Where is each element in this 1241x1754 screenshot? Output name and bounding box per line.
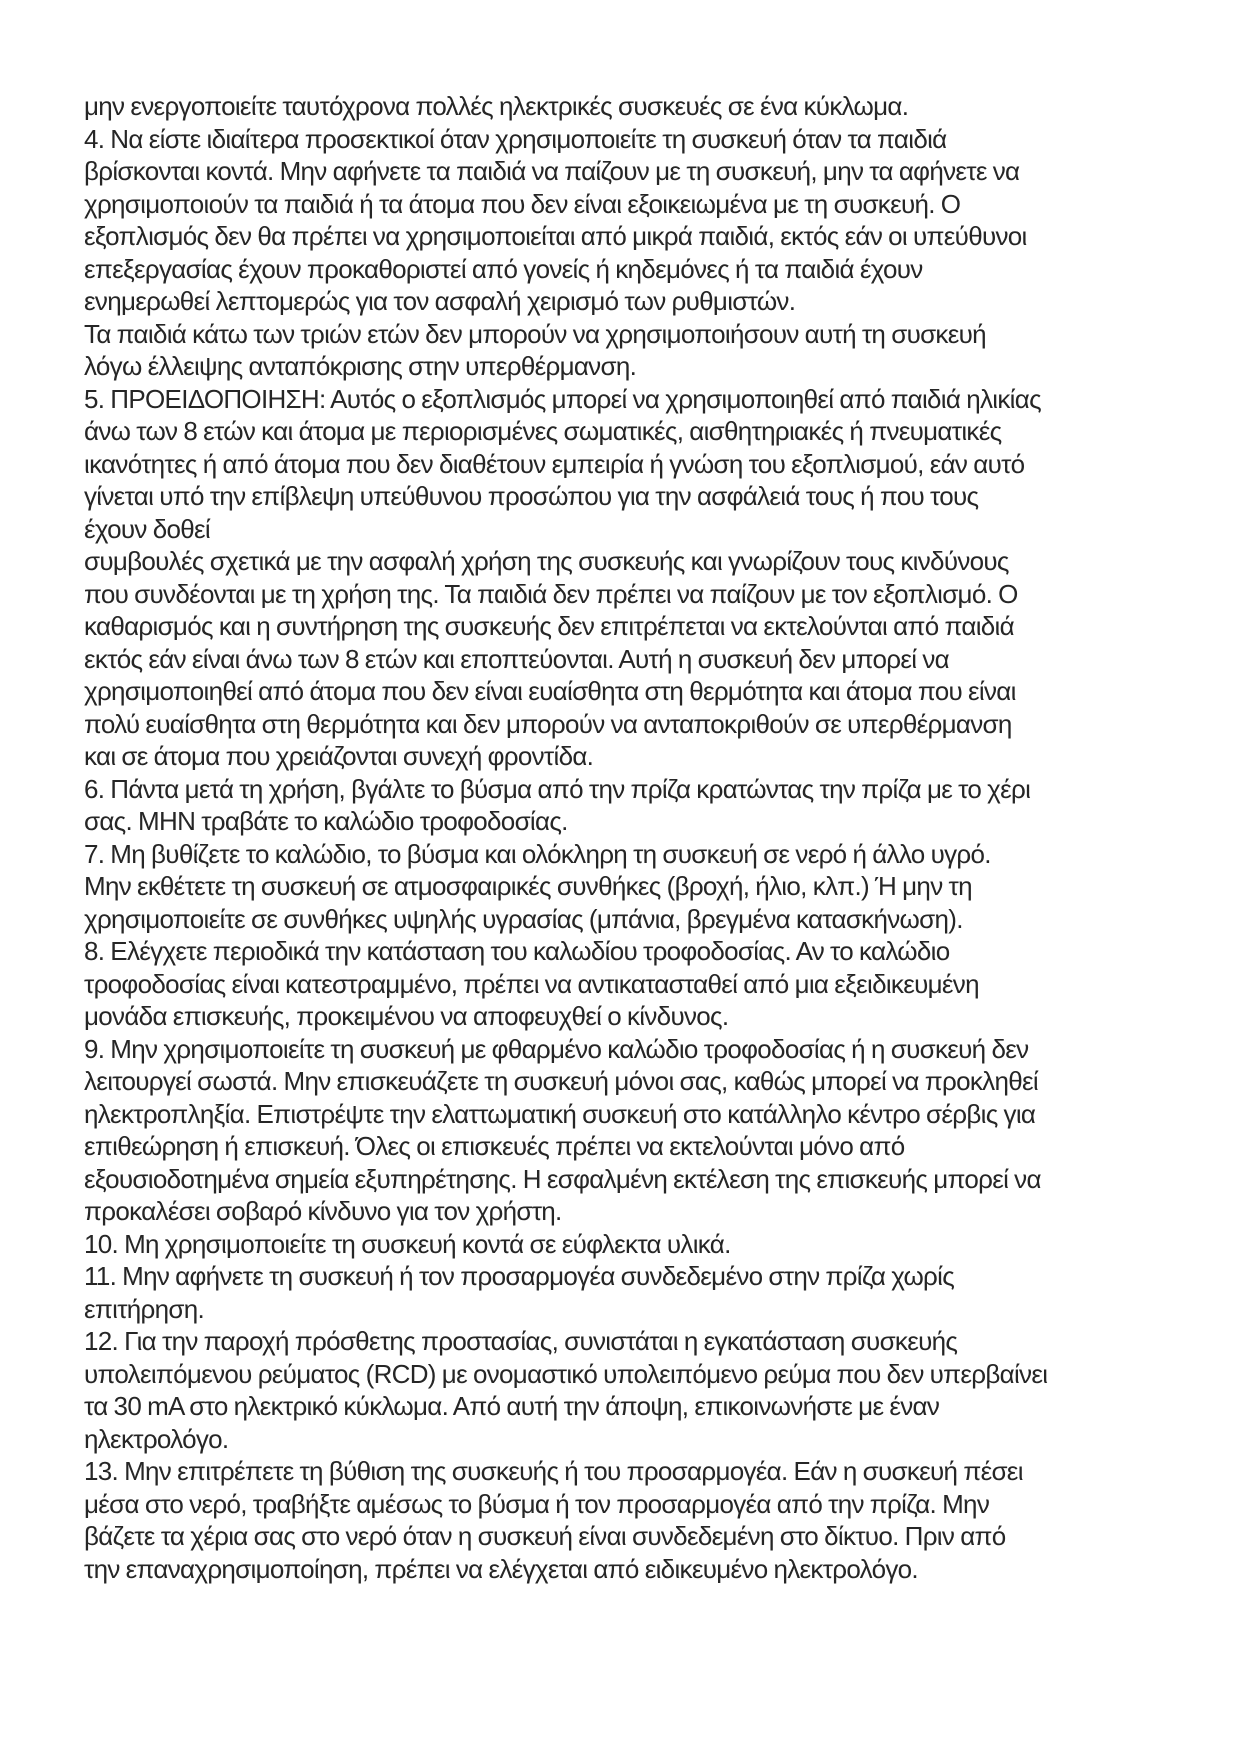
text-line: πολύ ευαίσθητα στη θερμότητα και δεν μπορούν να ανταποκριθούν σε υπερθέρμανση <box>84 708 1012 739</box>
text-line: εξοπλισμός δεν θα πρέπει να χρησιμοποιείται από μικρά παιδιά, εκτός εάν οι υπεύθυνοι <box>84 221 1027 251</box>
text-line: μην ενεργοποιείτε ταυτόχρονα πολλές ηλεκτρικές συσκευές σε ένα κύκλωμα. <box>84 91 909 121</box>
text-line: Τα παιδιά κάτω των τριών ετών δεν μπορούν να χρησιμοποιήσουν αυτή τη συσκευή <box>84 318 986 349</box>
text-line: συμβουλές σχετικά με την ασφαλή χρήση της συσκευής και γνωρίζουν τους κινδύνους <box>84 546 1009 576</box>
text-line: μέσα στο νερό, τραβήξτε αμέσως το βύσμα ή τον προσαρμογέα από την πρίζα. Μην <box>84 1488 990 1519</box>
text-line: μονάδα επισκευής, προκειμένου να αποφευχθεί ο κίνδυνος. <box>84 1001 729 1031</box>
text-line: 5. ΠΡΟΕΙΔΟΠΟΙΗΣΗ: Αυτός ο εξοπλισμός μπορεί να χρησιμοποιηθεί από παιδιά ηλικίας <box>84 383 1041 414</box>
text-line: προκαλέσει σοβαρό κίνδυνο για τον χρήστη. <box>84 1196 562 1226</box>
text-line: τροφοδοσίας είναι κατεστραμμένο, πρέπει να αντικατασταθεί από μια εξειδικευμένη <box>84 968 979 999</box>
text-line: 6. Πάντα μετά τη χρήση, βγάλτε το βύσμα από την πρίζα κρατώντας την πρίζα με το χέρι <box>84 773 1031 804</box>
text-line: καθαρισμός και η συντήρηση της συσκευής δεν επιτρέπεται να εκτελούνται από παιδιά <box>84 611 1014 641</box>
text-line: γίνεται υπό την επίβλεψη υπεύθυνου προσώπου για την ασφάλειά τους ή που τους <box>84 481 979 511</box>
text-line: εκτός εάν είναι άνω των 8 ετών και εποπτεύονται. Αυτή η συσκευή δεν μπορεί να <box>84 643 949 674</box>
text-line: χρησιμοποιούν τα παιδιά ή τα άτομα που δεν είναι εξοικειωμένα με τη συσκευή. Ο <box>84 188 961 219</box>
text-line: 12. Για την παροχή πρόσθετης προστασίας, συνιστάται η εγκατάσταση συσκευής <box>84 1326 958 1356</box>
text-line: επιτήρηση. <box>84 1293 205 1324</box>
text-line: ηλεκτροπληξία. Επιστρέψτε την ελαττωματική συσκευή στο κατάλληλο κέντρο σέρβις για <box>84 1098 1036 1129</box>
text-line: ικανότητες ή από άτομα που δεν διαθέτουν εμπειρία ή γνώση του εξοπλισμού, εάν αυτό <box>84 448 1025 479</box>
document-body <box>84 90 1174 1585</box>
text-line: 8. Ελέγχετε περιοδικά την κατάσταση του καλωδίου τροφοδοσίας. Αν το καλώδιο <box>84 936 950 966</box>
text-line: υπολειπόμενου ρεύματος (RCD) με ονομαστικό υπολειπόμενο ρεύμα που δεν υπερβαίνει <box>84 1358 1048 1389</box>
text-line: άνω των 8 ετών και άτομα με περιορισμένες σωματικές, αισθητηριακές ή πνευματικές <box>84 416 1002 446</box>
text-line: την επαναχρησιμοποίηση, πρέπει να ελέγχεται από ειδικευμένο ηλεκτρολόγο. <box>84 1553 918 1584</box>
text-line: 13. Μην επιτρέπετε τη βύθιση της συσκευής ή του προσαρμογέα. Εάν η συσκευή πέσει <box>84 1456 1023 1486</box>
text-line: βάζετε τα χέρια σας στο νερό όταν η συσκευή είναι συνδεδεμένη στο δίκτυο. Πριν από <box>84 1521 1006 1551</box>
text-line: 9. Μην χρησιμοποιείτε τη συσκευή με φθαρμένο καλώδιο τροφοδοσίας ή η συσκευή δεν <box>84 1033 1029 1064</box>
text-line: και σε άτομα που χρειάζονται συνεχή φροντίδα. <box>84 741 594 771</box>
text-line: επεξεργασίας έχουν προκαθοριστεί από γονείς ή κηδεμόνες ή τα παιδιά έχουν <box>84 253 923 284</box>
text-line: που συνδέονται με τη χρήση της. Τα παιδιά δεν πρέπει να παίζουν με τον εξοπλισμό. Ο <box>84 578 1018 609</box>
text-line: 7. Μη βυθίζετε το καλώδιο, το βύσμα και ολόκληρη τη συσκευή σε νερό ή άλλο υγρό. <box>84 838 991 869</box>
text-line: χρησιμοποιηθεί από άτομα που δεν είναι ευαίσθητα στη θερμότητα και άτομα που είναι <box>84 676 1016 706</box>
text-line: ηλεκτρολόγο. <box>84 1423 229 1454</box>
text-line: Μην εκθέτετε τη συσκευή σε ατμοσφαιρικές συνθήκες (βροχή, ήλιο, κλπ.) Ή μην τη <box>84 871 972 901</box>
text-line: σας. ΜΗΝ τραβάτε το καλώδιο τροφοδοσίας. <box>84 806 568 836</box>
text-line: χρησιμοποιείτε σε συνθήκες υψηλής υγρασίας (μπάνια, βρεγμένα κατασκήνωση). <box>84 903 963 934</box>
text-line: τα 30 mA στο ηλεκτρικό κύκλωμα. Από αυτή την άποψη, επικοινωνήστε με έναν <box>84 1391 940 1421</box>
text-line: λόγω έλλειψης ανταπόκρισης στην υπερθέρμανση. <box>84 351 637 381</box>
text-line: λειτουργεί σωστά. Μην επισκευάζετε τη συσκευή μόνοι σας, καθώς μπορεί να προκληθεί <box>84 1066 1038 1096</box>
text-line: έχουν δοθεί <box>84 513 211 544</box>
text-line: επιθεώρηση ή επισκευή. Όλες οι επισκευές πρέπει να εκτελούνται μόνο από <box>84 1131 905 1161</box>
text-line: βρίσκονται κοντά. Μην αφήνετε τα παιδιά να παίζουν με τη συσκευή, μην τα αφήνετε να <box>84 156 1020 186</box>
text-line: ενημερωθεί λεπτομερώς για τον ασφαλή χειρισμό των ρυθμιστών. <box>84 286 796 316</box>
text-line: 11. Μην αφήνετε τη συσκευή ή τον προσαρμογέα συνδεδεμένο στην πρίζα χωρίς <box>84 1261 955 1291</box>
text-line: 4. Να είστε ιδιαίτερα προσεκτικοί όταν χρησιμοποιείτε τη συσκευή όταν τα παιδιά <box>84 123 947 154</box>
text-line: 10. Μη χρησιμοποιείτε τη συσκευή κοντά σε εύφλεκτα υλικά. <box>84 1228 731 1259</box>
text-line: εξουσιοδοτημένα σημεία εξυπηρέτησης. Η εσφαλμένη εκτέλεση της επισκευής μπορεί να <box>84 1163 1041 1194</box>
